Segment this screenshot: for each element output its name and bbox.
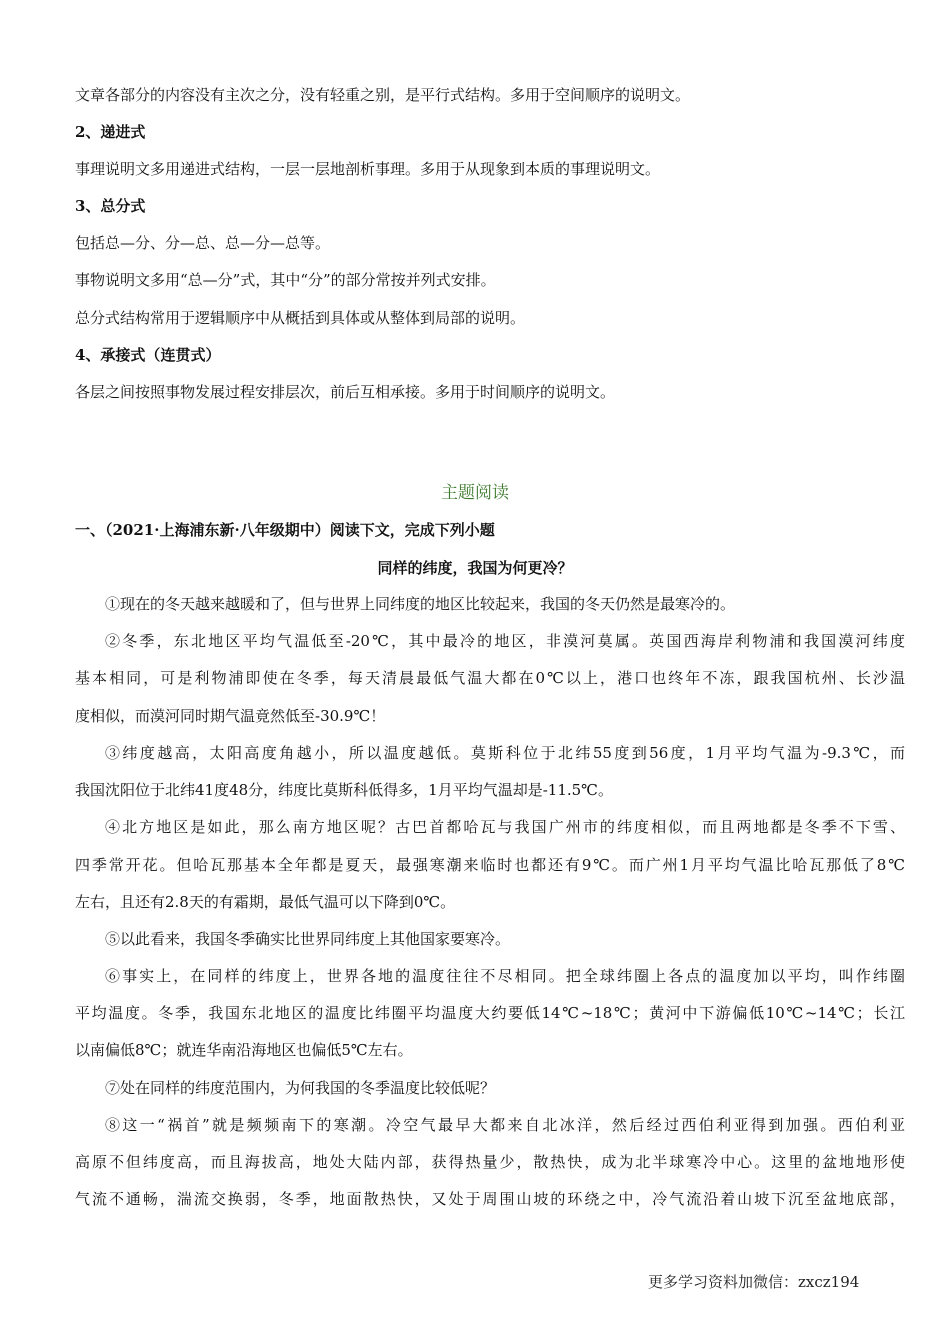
paragraph-6-line-1: ⑥事实上，在同样的纬度上，世界各地的温度往往不尽相同。把全球纬圈上各点的温度加以平均，叫作纬圈 [105, 967, 905, 985]
paragraph-5-line-1: ⑤以此看来，我国冬季确实比世界同纬度上其他国家要寒冷。 [105, 930, 511, 948]
paragraph-2-line-2: 基本相同，可是利物浦即使在冬季，每天清晨最低气温大都在0℃以上，港口也终年不冻，跟我国杭州、长沙温 [75, 669, 905, 687]
paragraph-1-line-1: ①现在的冬天越来越暖和了，但与世界上同纬度的地区比较起来，我国的冬天仍然是最寒冷的。 [105, 595, 736, 613]
sequential-desc: 各层之间按照事物发展过程安排层次，前后互相承接。多用于时间顺序的说明文。 [75, 383, 616, 401]
paragraph-3-line-1: ③纬度越高，太阳高度角越小，所以温度越低。莫斯科位于北纬55度到56度，1月平均气温为-9.3℃，而 [105, 744, 905, 762]
intro-parallel-desc: 文章各部分的内容没有主次之分，没有轻重之别，是平行式结构。多用于空间顺序的说明文。 [75, 86, 691, 104]
general-specific-p1: 包括总—分、分—总、总—分—总等。 [75, 234, 331, 252]
heading-sequential: 4、承接式（连贯式） [75, 346, 221, 364]
paragraph-4-line-1: ④北方地区是如此，那么南方地区呢？古巴首都哈瓦与我国广州市的纬度相似，而且两地都是冬季不下雪、 [105, 818, 905, 836]
general-specific-p3: 总分式结构常用于逻辑顺序中从概括到具体或从整体到局部的说明。 [75, 309, 526, 327]
paragraph-6-line-2: 平均温度。冬季，我国东北地区的温度比纬圈平均温度大约要低14℃~18℃；黄河中下游偏低10℃~14℃；长江 [75, 1004, 905, 1022]
paragraph-6-line-3: 以南偏低8℃；就连华南沿海地区也偏低5℃左右。 [75, 1041, 413, 1059]
heading-general-specific: 3、总分式 [75, 197, 146, 215]
section-title: 主题阅读 [441, 483, 509, 503]
footer-wechat-note: 更多学习资料加微信：zxcz194 [648, 1273, 860, 1291]
heading-progressive: 2、递进式 [75, 123, 146, 141]
paragraph-2-line-3: 度相似，而漠河同时期气温竟然低至-30.9℃！ [75, 707, 386, 725]
progressive-desc: 事理说明文多用递进式结构，一层一层地剖析事理。多用于从现象到本质的事理说明文。 [75, 160, 661, 178]
paragraph-4-line-3: 左右，且还有2.8天的有霜期，最低气温可以下降到0℃。 [75, 893, 456, 911]
paragraph-4-line-2: 四季常开花。但哈瓦那基本全年都是夏天，最强寒潮来临时也都还有9℃。而广州1月平均气温比哈瓦那低了8℃ [75, 856, 905, 874]
article-title: 同样的纬度，我国为何更冷？ [377, 559, 573, 577]
question-heading: 一、（2021·上海浦东新·八年级期中）阅读下文，完成下列小题 [75, 521, 495, 539]
paragraph-8-line-1: ⑧这一“祸首”就是频频南下的寒潮。冷空气最早大都来自北冰洋，然后经过西伯利亚得到加强。西伯利亚 [105, 1116, 905, 1134]
paragraph-8-line-2: 高原不但纬度高，而且海拔高，地处大陆内部，获得热量少，散热快，成为北半球寒冷中心。这里的盆地地形使 [75, 1153, 905, 1171]
paragraph-8-line-3: 气流不通畅，湍流交换弱，冬季，地面散热快，又处于周围山坡的环绕之中，冷气流沿着山坡下沉至盆地底部， [75, 1190, 905, 1208]
paragraph-2-line-1: ②冬季，东北地区平均气温低至-20℃，其中最冷的地区，非漠河莫属。英国西海岸利物浦和我国漠河纬度 [105, 632, 905, 650]
general-specific-p2: 事物说明文多用“总—分”式，其中“分”的部分常按并列式安排。 [75, 271, 496, 289]
paragraph-7-line-1: ⑦处在同样的纬度范围内，为何我国的冬季温度比较低呢？ [105, 1079, 496, 1097]
paragraph-3-line-2: 我国沈阳位于北纬41度48分，纬度比莫斯科低得多，1月平均气温却是-11.5℃。 [75, 781, 613, 799]
